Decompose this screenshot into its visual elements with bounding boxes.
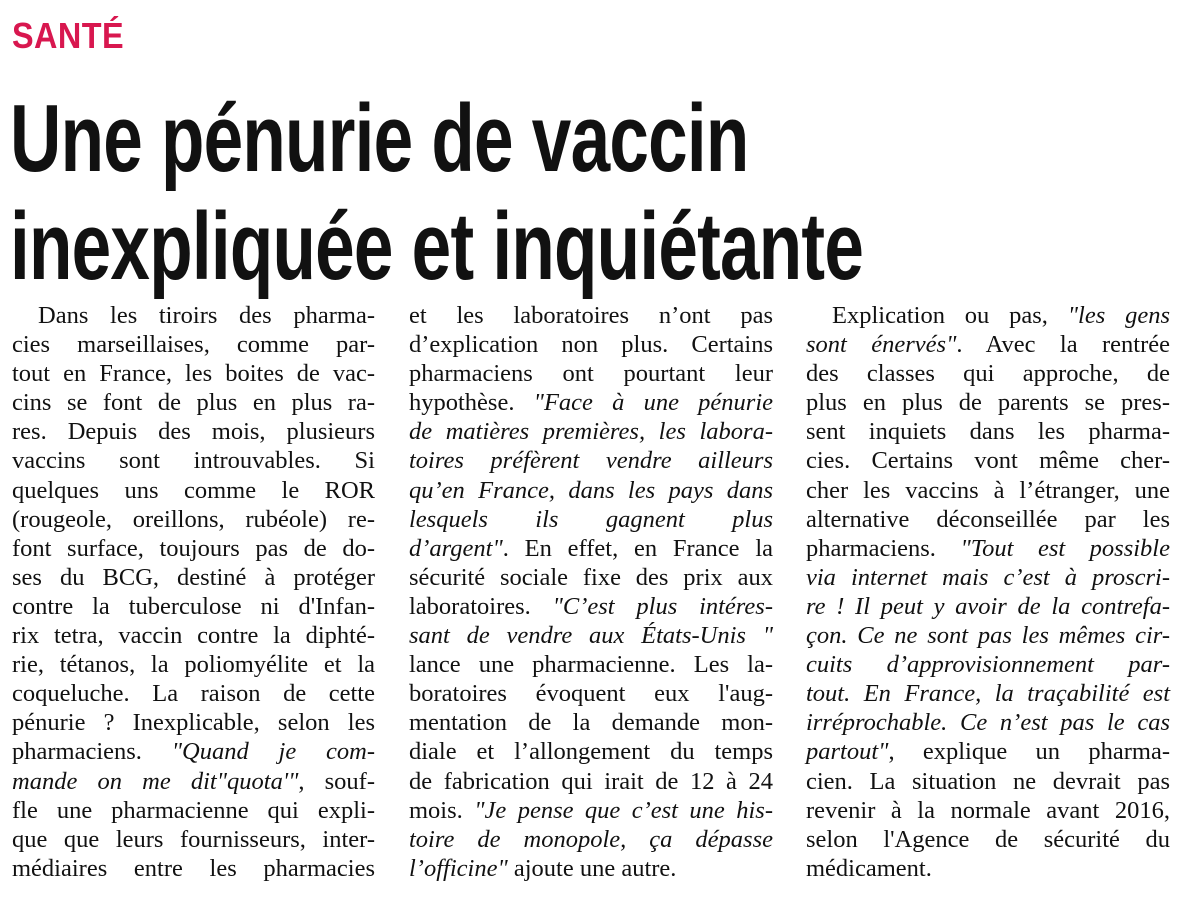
- body-text: font surface, toujours pas de do-: [12, 534, 375, 562]
- body-text: ajoute une autre.: [507, 854, 677, 882]
- body-text: Dans les tiroirs des pharma-: [38, 302, 375, 329]
- body-text: médicament.: [806, 854, 932, 882]
- body-text: de fabrication qui irait de 12 à 24: [409, 767, 773, 795]
- text-line: [12, 796, 375, 825]
- text-line: [12, 417, 375, 446]
- text-line: [806, 330, 1170, 359]
- body-text: . En effet, en France la: [502, 534, 773, 562]
- text-line: [806, 737, 1170, 766]
- body-text: res. Depuis des mois, plusieurs: [12, 418, 375, 446]
- body-text: quelques uns comme le ROR: [12, 476, 375, 504]
- body-text: rie, tétanos, la poliomyélite et la: [12, 651, 375, 679]
- text-line: [12, 592, 375, 621]
- quote-text: "les gens: [1067, 302, 1170, 329]
- quote-text: çon. Ce ne sont pas les mêmes cir-: [806, 622, 1170, 650]
- body-text: boratoires évoquent eux l'aug-: [409, 680, 773, 708]
- text-line: [409, 796, 773, 825]
- article-column-2: [409, 301, 773, 883]
- body-text: pharmaciens ont pourtant leur: [409, 360, 773, 388]
- body-text: diale et l’allongement du temps: [409, 738, 773, 766]
- article-column-1: [12, 301, 375, 883]
- body-text: ses du BCG, destiné à protéger: [12, 563, 375, 591]
- text-line: [12, 708, 375, 737]
- quote-text: toire de monopole, ça dépasse: [409, 825, 773, 853]
- article-column-3: [806, 301, 1170, 883]
- headline: [10, 85, 863, 301]
- text-line: [409, 679, 773, 708]
- body-text: laboratoires.: [409, 592, 553, 620]
- text-line: [806, 796, 1170, 825]
- quote-text: l’officine": [409, 854, 508, 882]
- text-line: [12, 476, 375, 505]
- text-line: [806, 505, 1170, 534]
- text-line: [409, 708, 773, 737]
- body-text: alternative déconseillée par les: [806, 505, 1170, 533]
- body-text: des classes qui approche, de: [806, 360, 1170, 388]
- quote-text: toires préfèrent vendre ailleurs: [409, 447, 773, 475]
- text-line: [12, 563, 375, 592]
- text-line: [806, 417, 1170, 446]
- quote-text: sont énervés": [806, 331, 957, 359]
- body-text: cher les vaccins à l’étranger, une: [806, 476, 1170, 504]
- text-line: [12, 534, 375, 563]
- text-line: [12, 679, 375, 708]
- body-text: vaccins sont introuvables. Si: [12, 447, 375, 475]
- text-line: [409, 621, 773, 650]
- text-line: [806, 621, 1170, 650]
- text-line: [12, 650, 375, 679]
- text-line: [806, 854, 1170, 883]
- text-line: [409, 563, 773, 592]
- text-line: [12, 301, 375, 330]
- body-text: (rougeole, oreillons, rubéole) re-: [12, 505, 375, 533]
- text-line: [12, 330, 375, 359]
- body-text: . Avec la rentrée: [956, 331, 1170, 359]
- body-text: Explication ou pas,: [832, 302, 1068, 329]
- quote-text: irréprochable. Ce n’est pas le cas: [806, 709, 1170, 737]
- quote-text: d’argent": [409, 534, 503, 562]
- text-line: [806, 825, 1170, 854]
- body-text: pharmaciens.: [806, 534, 961, 562]
- body-text: cies. Certains vont même cher-: [806, 447, 1170, 475]
- quote-text: "Je pense que c’est une his-: [474, 796, 773, 824]
- quote-text: "C’est plus intéres-: [552, 592, 773, 620]
- body-text: cien. La situation ne devrait pas: [806, 767, 1170, 795]
- body-text: mentation de la demande mon-: [409, 709, 773, 737]
- text-line: [409, 825, 773, 854]
- text-line: [12, 359, 375, 388]
- text-line: [409, 854, 773, 883]
- text-line: [12, 767, 375, 796]
- body-text: sécurité sociale fixe des prix aux: [409, 563, 773, 591]
- text-line: [409, 301, 773, 330]
- body-text: sent inquiets dans les pharma-: [806, 418, 1170, 446]
- quote-text: partout": [806, 738, 889, 766]
- text-line: [409, 534, 773, 563]
- text-line: [12, 825, 375, 854]
- text-line: [12, 854, 375, 883]
- headline-line-1: Une pénurie de vaccin: [10, 85, 749, 192]
- body-text: rix tetra, vaccin contre la diphté-: [12, 622, 375, 650]
- quote-text: sant de vendre aux États-Unis ": [409, 622, 773, 650]
- text-line: [409, 417, 773, 446]
- quote-text: re ! Il peut y avoir de la contrefa-: [806, 592, 1170, 620]
- text-line: [806, 563, 1170, 592]
- text-line: [409, 505, 773, 534]
- body-text: pharmaciens.: [12, 738, 172, 766]
- quote-text: mande on me dit"quota'": [12, 767, 299, 795]
- section-label: SANTÉ: [12, 15, 125, 56]
- quote-text: qu’en France, dans les pays dans: [409, 476, 773, 504]
- body-text: hypothèse.: [409, 389, 534, 417]
- text-line: [806, 679, 1170, 708]
- text-line: [409, 388, 773, 417]
- text-line: [806, 767, 1170, 796]
- text-line: [806, 708, 1170, 737]
- body-text: coqueluche. La raison de cette: [12, 680, 375, 708]
- text-line: [409, 650, 773, 679]
- body-text: et les laboratoires n’ont pas: [409, 302, 773, 329]
- body-text: médiaires entre les pharmacies: [12, 854, 375, 882]
- body-text: tout en France, les boites de vac-: [12, 360, 375, 388]
- quote-text: via internet mais c’est à proscri-: [806, 563, 1170, 591]
- text-line: [409, 767, 773, 796]
- text-line: [12, 505, 375, 534]
- quote-text: de matières premières, les labora-: [409, 418, 773, 446]
- quote-text: "Quand je com-: [171, 738, 376, 766]
- body-text: plus en plus de parents se pres-: [806, 389, 1170, 417]
- text-line: [12, 388, 375, 417]
- body-text: fle une pharmacienne qui expli-: [12, 796, 375, 824]
- body-text: mois.: [409, 796, 475, 824]
- body-text: , explique un pharma-: [888, 738, 1170, 766]
- text-line: [806, 446, 1170, 475]
- text-line: [806, 592, 1170, 621]
- body-text: revenir à la normale avant 2016,: [806, 796, 1170, 824]
- quote-text: "Tout est possible: [960, 534, 1170, 562]
- body-text: d’explication non plus. Certains: [409, 331, 773, 359]
- quote-text: cuits d’approvisionnement par-: [806, 651, 1170, 679]
- text-line: [12, 737, 375, 766]
- text-line: [409, 737, 773, 766]
- body-text: pénurie ? Inexplicable, selon les: [12, 709, 375, 737]
- quote-text: lesquels ils gagnent plus: [409, 505, 773, 533]
- text-line: [409, 359, 773, 388]
- text-line: [12, 621, 375, 650]
- text-line: [806, 534, 1170, 563]
- body-text: cies marseillaises, comme par-: [12, 331, 375, 359]
- text-line: [806, 301, 1170, 330]
- quote-text: "Face à une pénurie: [533, 389, 773, 417]
- text-line: [409, 330, 773, 359]
- body-text: que que leurs fournisseurs, inter-: [12, 825, 375, 853]
- text-line: [409, 592, 773, 621]
- text-line: [806, 388, 1170, 417]
- text-line: [409, 476, 773, 505]
- body-text: cins se font de plus en plus ra-: [12, 389, 375, 417]
- body-text: , souf-: [298, 767, 375, 795]
- quote-text: tout. En France, la traçabilité est: [806, 680, 1170, 708]
- headline-line-2: inexpliquée et inquiétante: [10, 193, 864, 300]
- body-text: lance une pharmacienne. Les la-: [409, 651, 773, 679]
- text-line: [806, 476, 1170, 505]
- text-line: [12, 446, 375, 475]
- body-text: selon l'Agence de sécurité du: [806, 825, 1170, 853]
- body-text: contre la tuberculose ni d'Infan-: [12, 592, 375, 620]
- text-line: [806, 650, 1170, 679]
- text-line: [409, 446, 773, 475]
- text-line: [806, 359, 1170, 388]
